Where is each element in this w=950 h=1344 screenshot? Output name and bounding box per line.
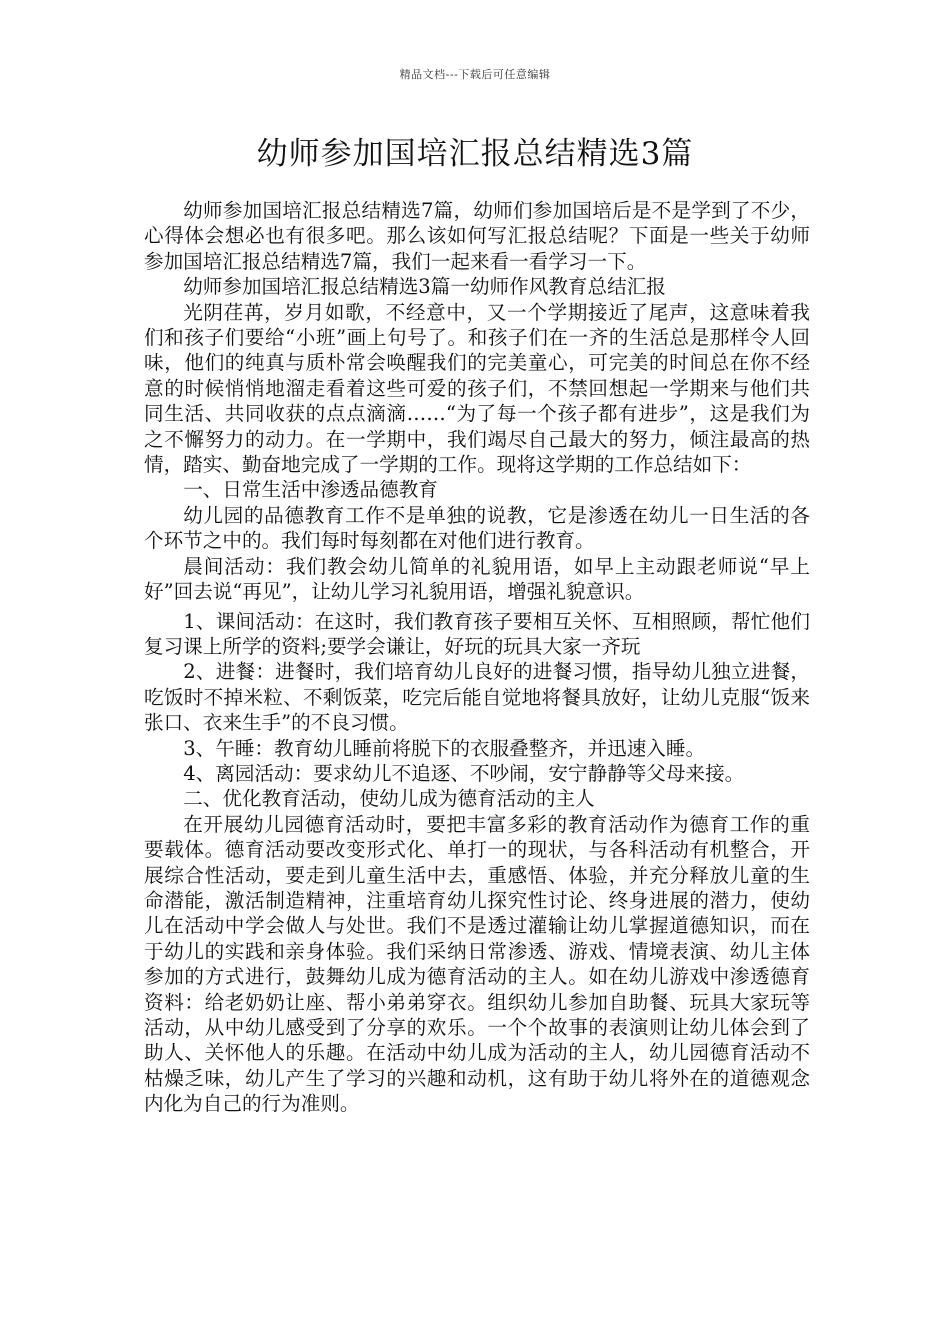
paragraph-recess-activity: 1、课间活动：在这时，我们教育孩子要相互关怀、互相照顾，帮忙他们复习课上所学的资料;要学会谦让，好玩的玩具大家一齐玩 [144,609,810,658]
paragraph-leaving: 4、离园活动：要求幼儿不追逐、不吵闹，安宁静静等父母来接。 [183,761,745,785]
paragraph-meal: 2、进餐：进餐时，我们培育幼儿良好的进餐习惯，指导幼儿独立进餐，吃饭时不掉米粒、不剩饭菜，吃完后能自觉地将餐具放好，让幼儿克服“饭来张口、衣来生手”的不良习惯。 [144,660,810,735]
heading-optimize-activities: 二、优化教育活动，使幼儿成为德育活动的主人 [183,787,595,811]
heading-daily-life: 一、日常生活中渗透品德教育 [183,478,438,502]
paragraph-nap: 3、午睡：教育幼儿睡前将脱下的衣服叠整齐，并迅速入睡。 [183,736,706,760]
paragraph-morning-activity: 晨间活动：我们教会幼儿简单的礼貌用语，如早上主动跟老师说“早上好”回去说“再见”，让幼儿学习礼貌用语，增强礼貌意识。 [144,554,810,604]
paragraph-section-title: 幼师参加国培汇报总结精选3篇一幼师作风教育总结汇报 [183,275,666,299]
paragraph-moral-education: 幼儿园的品德教育工作不是单独的说教，它是渗透在幼儿一日生活的各个环节之中的。我们每时每刻都在对他们进行教育。 [144,503,810,553]
document-title: 幼师参加国培汇报总结精选3篇 [256,136,694,172]
document-body [144,198,810,1117]
page-header-watermark: 精品文档---下载后可任意编辑 [399,68,551,81]
paragraph-activities-detail: 在开展幼儿园德育活动时，要把丰富多彩的教育活动作为德育工作的重要载体。德育活动要改变形式化、单打一的现状，与各科活动有机整合，开展综合性活动，要走到儿童生活中去，重感悟、体验，并充分释放儿童的生命潜能，激活制造精神，注重培育幼儿探究性讨论、终身进展的潜力，使幼儿在活动中学会做人与处世。我们不是透过灌输让幼儿掌握道德知识，而在于幼儿的实践和亲身体验。我们采纳日常渗透、游戏、情境表演、幼儿主体参加的方式进行，鼓舞幼儿成为德育活动的主人。如在幼儿游戏中渗透德育资料：给老奶奶让座、帮小弟弟穿衣。组织幼儿参加自助餐、玩具大家玩等活动，从中幼儿感受到了分享的欢乐。一个个故事的表演则让幼儿体会到了助人、关怀他人的乐趣。在活动中幼儿成为活动的主人，幼儿园德育活动不枯燥乏味，幼儿产生了学习的兴趣和动机，这有助于幼儿将外在的道德观念内化为自己的行为准则。 [144,812,810,1116]
paragraph-intro: 幼师参加国培汇报总结精选7篇，幼师们参加国培后是不是学到了不少，心得体会想必也有很多吧。那么该如何写汇报总结呢？下面是一些关于幼师参加国培汇报总结精选7篇，我们一起来看一看学习一下。 [144,199,810,273]
paragraph-opening: 光阴荏苒，岁月如歌，不经意中，又一个学期接近了尾声，这意味着我们和孩子们要给“小班”画上句号了。和孩子们在一齐的生活总是那样令人回味，他们的纯真与质朴常会唤醒我们的完美童心，可完美的时间总在你不经意的时候悄悄地溜走看着这些可爱的孩子们，不禁回想起一学期来与他们共同生活、共同收获的点点滴滴……“为了每一个孩子都有进步”，这是我们为之不懈努力的动力。在一学期中，我们竭尽自己最大的努力，倾注最高的热情，踏实、勤奋地完成了一学期的工作。现将这学期的工作总结如下： [144,300,810,477]
